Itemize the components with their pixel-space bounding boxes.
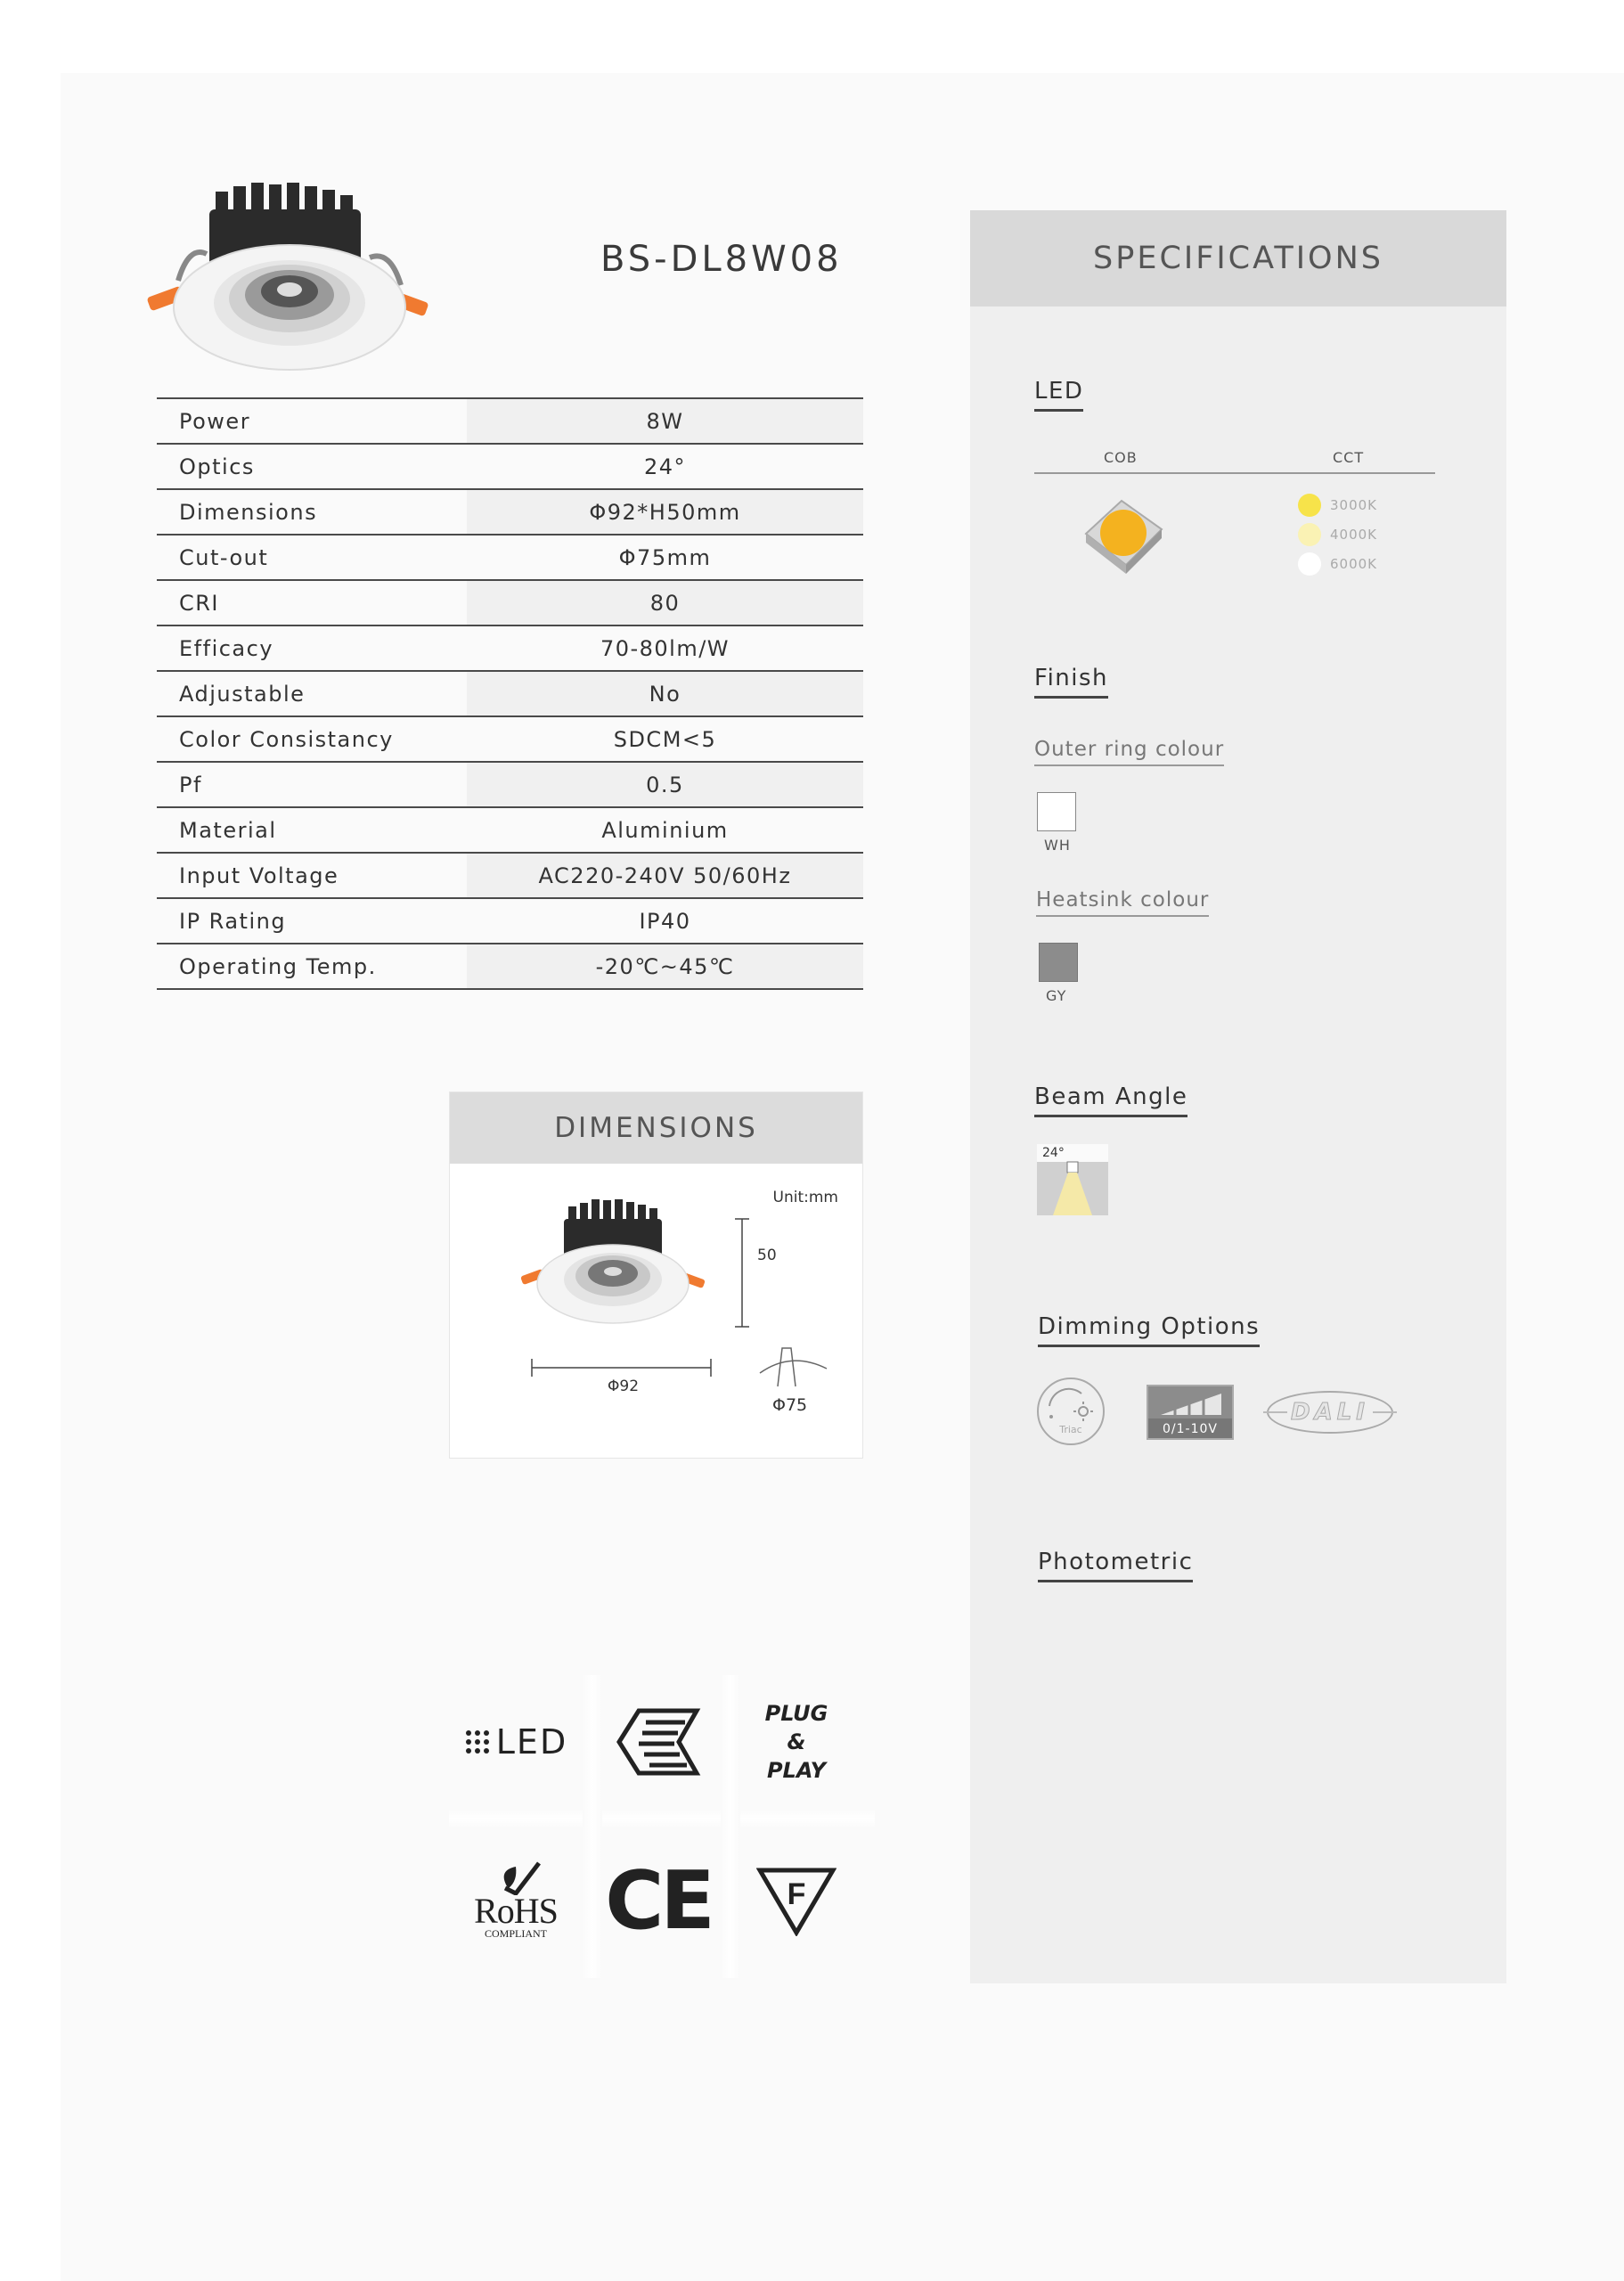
spec-row xyxy=(157,762,863,807)
downlight-product-image xyxy=(143,183,437,379)
spec-label: Dimensions xyxy=(157,489,467,535)
specifications-title: SPECIFICATIONS xyxy=(970,210,1506,307)
spec-value: Φ75mm xyxy=(467,535,863,580)
spec-row xyxy=(157,580,863,625)
spec-row xyxy=(157,671,863,716)
outer-ring-swatch xyxy=(1037,792,1076,831)
dimensions-panel xyxy=(449,1091,863,1459)
height-value: 50 xyxy=(757,1247,777,1264)
spec-value: 24° xyxy=(467,444,863,489)
spec-row xyxy=(157,807,863,853)
spec-label: Adjustable xyxy=(157,671,467,716)
heatsink-code: GY xyxy=(1046,987,1067,1004)
f-mark-text: F xyxy=(787,1877,806,1911)
spec-value: No xyxy=(467,671,863,716)
spec-label: Input Voltage xyxy=(157,853,467,898)
spec-label: Cut-out xyxy=(157,535,467,580)
plug-and-play-icon xyxy=(730,1675,863,1809)
width-dimension-line xyxy=(530,1357,713,1378)
spec-label: Optics xyxy=(157,444,467,489)
spec-row xyxy=(157,853,863,898)
spec-label: Power xyxy=(157,398,467,444)
specifications-panel xyxy=(970,210,1506,1983)
rohs-compliant-text: COMPLIANT xyxy=(484,1926,547,1940)
beam-angle-icon xyxy=(1037,1144,1108,1215)
cct-option xyxy=(1298,552,1377,576)
spec-value: 8W xyxy=(467,398,863,444)
width-value: Φ92 xyxy=(608,1378,640,1395)
cct-color-dot-icon xyxy=(1298,523,1321,546)
play-text: PLAY xyxy=(766,1758,827,1783)
heatsink-swatch xyxy=(1039,943,1078,982)
spec-value: Φ92*H50mm xyxy=(467,489,863,535)
spec-value: AC220-240V 50/60Hz xyxy=(467,853,863,898)
outer-ring-colour-title: Outer ring colour xyxy=(1034,738,1224,766)
cct-option xyxy=(1298,494,1377,517)
height-dimension-line xyxy=(735,1217,749,1329)
cct-option xyxy=(1298,523,1377,546)
f-mark-icon xyxy=(730,1834,863,1967)
beam-angle-value: 24° xyxy=(1042,1146,1065,1160)
cob-chip-icon xyxy=(1073,494,1171,583)
spec-row xyxy=(157,944,863,989)
spec-row xyxy=(157,625,863,671)
photometric-section-title: Photometric xyxy=(1038,1549,1193,1582)
led-logo-text: LED xyxy=(495,1722,568,1762)
spec-row xyxy=(157,398,863,444)
cct-label-text: 6000K xyxy=(1330,556,1378,572)
certification-icons xyxy=(449,1675,875,1978)
cct-label: CCT xyxy=(1333,449,1365,466)
spec-label: Efficacy xyxy=(157,625,467,671)
dimensions-title: DIMENSIONS xyxy=(450,1092,862,1164)
spec-row xyxy=(157,444,863,489)
heatsink-colour-title: Heatsink colour xyxy=(1036,888,1209,917)
dimension-product-image xyxy=(519,1199,706,1324)
beam-angle-section-title: Beam Angle xyxy=(1034,1083,1187,1117)
dali-dimming-icon xyxy=(1267,1391,1393,1434)
rohs-icon xyxy=(449,1834,583,1967)
spec-value: Aluminium xyxy=(467,807,863,853)
spec-table xyxy=(157,397,863,990)
analog-dimming-icon xyxy=(1147,1385,1234,1440)
spec-row xyxy=(157,489,863,535)
spec-row xyxy=(157,535,863,580)
dimming-section-title: Dimming Options xyxy=(1038,1313,1260,1347)
cutout-value: Φ75 xyxy=(772,1395,808,1415)
cct-color-dot-icon xyxy=(1298,494,1321,517)
led-section-title: LED xyxy=(1034,378,1083,412)
spec-value: -20℃~45℃ xyxy=(467,944,863,989)
spec-row xyxy=(157,716,863,762)
spec-value: 70-80lm/W xyxy=(467,625,863,671)
led-logo-icon xyxy=(449,1675,583,1809)
spec-label: Material xyxy=(157,807,467,853)
cob-label: COB xyxy=(1104,449,1138,466)
triac-label: Triac xyxy=(1059,1424,1082,1435)
finish-section-title: Finish xyxy=(1034,665,1108,699)
spec-value: 0.5 xyxy=(467,762,863,807)
dali-label: DALI xyxy=(1287,1399,1373,1426)
spec-value: IP40 xyxy=(467,898,863,944)
eac-mark-icon xyxy=(592,1675,725,1809)
analog-dimming-label: 0/1-10V xyxy=(1163,1422,1218,1436)
spec-label: IP Rating xyxy=(157,898,467,944)
spec-row xyxy=(157,898,863,944)
cct-color-dot-icon xyxy=(1298,552,1321,576)
triac-dimming-icon xyxy=(1037,1378,1105,1445)
spec-value: SDCM<5 xyxy=(467,716,863,762)
ce-text: CE xyxy=(605,1853,712,1948)
product-model-title: BS-DL8W08 xyxy=(600,239,843,280)
ce-mark-icon xyxy=(592,1834,725,1967)
and-text: & xyxy=(787,1729,806,1754)
cct-label-text: 4000K xyxy=(1330,527,1378,543)
led-table-divider xyxy=(1034,472,1435,474)
spec-label: Color Consistancy xyxy=(157,716,467,762)
outer-ring-code: WH xyxy=(1044,837,1071,854)
cutout-diagram xyxy=(755,1346,831,1391)
dimensions-unit: Unit:mm xyxy=(772,1189,838,1206)
rohs-text: RoHS xyxy=(474,1890,558,1931)
spec-value: 80 xyxy=(467,580,863,625)
spec-label: Operating Temp. xyxy=(157,944,467,989)
cct-label-text: 3000K xyxy=(1330,497,1378,513)
spec-label: CRI xyxy=(157,580,467,625)
spec-label: Pf xyxy=(157,762,467,807)
plug-text: PLUG xyxy=(764,1701,828,1726)
